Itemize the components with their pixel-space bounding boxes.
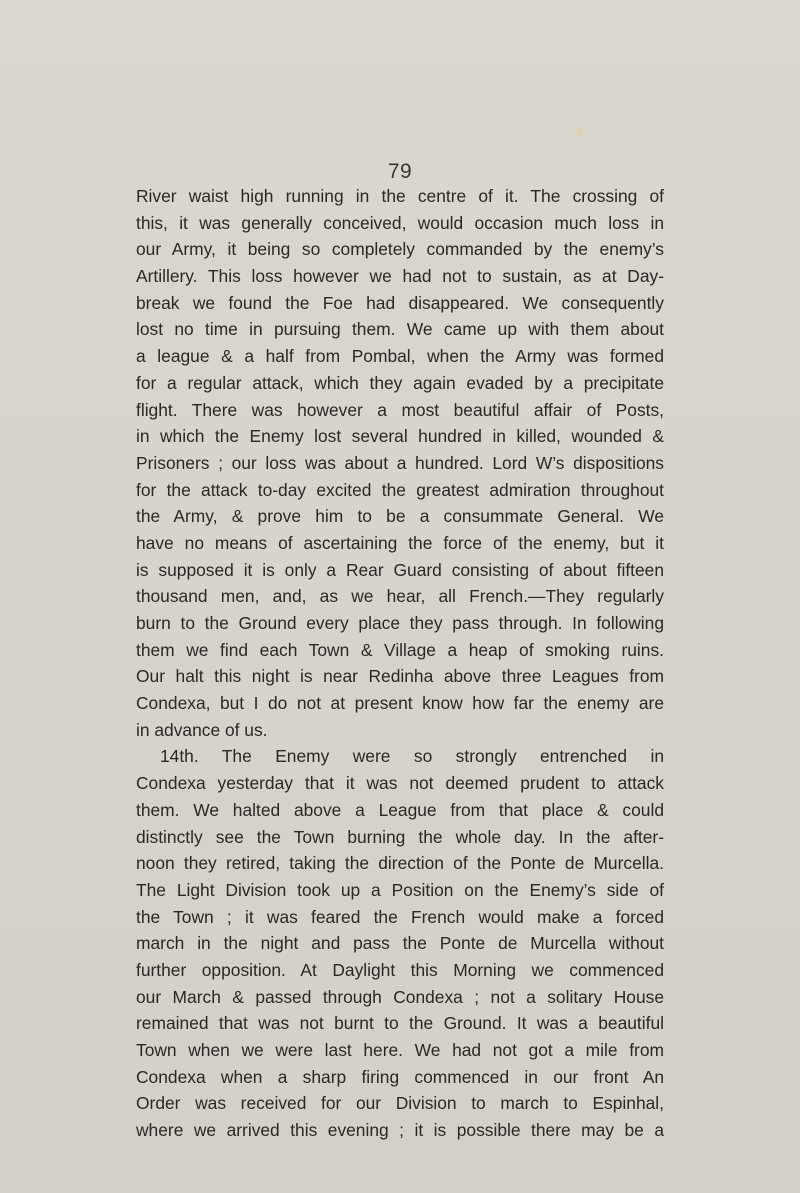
text-line: march in the night and pass the Ponte de Murcella without <box>136 933 664 954</box>
text-line: Our halt this night is near Redinha above three Leagues from <box>136 666 664 687</box>
text-line: where we arrived this evening ; it is possible there may be a <box>136 1120 664 1141</box>
text-line: in advance of us. <box>136 719 268 740</box>
text-line: River waist high running in the centre of it. The crossing of <box>136 186 664 206</box>
text-line: them. We halted above a League from that place & could <box>136 799 664 820</box>
text-line: our Army, it being so completely commanded by the enemy’s <box>136 239 664 260</box>
paper-speck <box>576 128 583 137</box>
text-line: The Light Division took up a Position on the Enemy’s side of <box>136 879 664 900</box>
text-line: a league & a half from Pombal, when the Army was formed <box>136 346 664 367</box>
text-line: Artillery. This loss however we had not to sustain, as at Day- <box>136 266 664 287</box>
text-line: our March & passed through Condexa ; not a solitary House <box>136 986 664 1007</box>
text-line: flight. There was however a most beautiful affair of Posts, <box>136 399 664 420</box>
text-line: for a regular attack, which they again evaded by a precipitate <box>136 372 664 393</box>
text-line: is supposed it is only a Rear Guard consisting of about fifteen <box>136 559 664 580</box>
text-line: Prisoners ; our loss was about a hundred. Lord W’s dispositions <box>136 452 664 473</box>
text-line: noon they retired, taking the direction of the Ponte de Murcella. <box>136 853 664 874</box>
text-line: have no means of ascertaining the force of the enemy, but it <box>136 532 664 553</box>
text-line: remained that was not burnt to the Ground. It was a beautiful <box>136 1013 664 1034</box>
text-line: in which the Enemy lost several hundred in killed, wounded & <box>136 426 664 447</box>
text-line: Town when we were last here. We had not got a mile from <box>136 1040 664 1060</box>
text-line: distinctly see the Town burning the whole day. In the after- <box>136 826 664 847</box>
text-line: thousand men, and, as we hear, all French.—They regularly <box>136 586 664 607</box>
text-line: burn to the Ground every place they pass through. In following <box>136 613 664 633</box>
body-text <box>136 183 664 1144</box>
text-line: 14th. The Enemy were so strongly entrenched in <box>160 746 664 767</box>
text-line: Condexa, but I do not at present know how far the enemy are <box>136 693 664 714</box>
text-line: Condexa when a sharp firing commenced in our front An <box>136 1066 664 1087</box>
text-line: break we found the Foe had disappeared. We consequently <box>136 292 664 313</box>
text-line: further opposition. At Daylight this Morning we commenced <box>136 959 664 980</box>
text-line: for the attack to-day excited the greatest admiration throughout <box>136 479 664 500</box>
text-line: the Army, & prove him to be a consummate General. We <box>136 506 664 527</box>
text-line: them we find each Town & Village a heap of smoking ruins. <box>136 639 664 660</box>
text-line: Condexa yesterday that it was not deemed prudent to attack <box>136 773 664 794</box>
text-line: Order was received for our Division to march to Espinhal, <box>136 1093 664 1114</box>
text-line: the Town ; it was feared the French would make a forced <box>136 906 664 927</box>
text-line: lost no time in pursuing them. We came up with them about <box>136 319 664 340</box>
text-line: this, it was generally conceived, would occasion much loss in <box>136 212 664 233</box>
page-number: 79 <box>387 160 413 183</box>
